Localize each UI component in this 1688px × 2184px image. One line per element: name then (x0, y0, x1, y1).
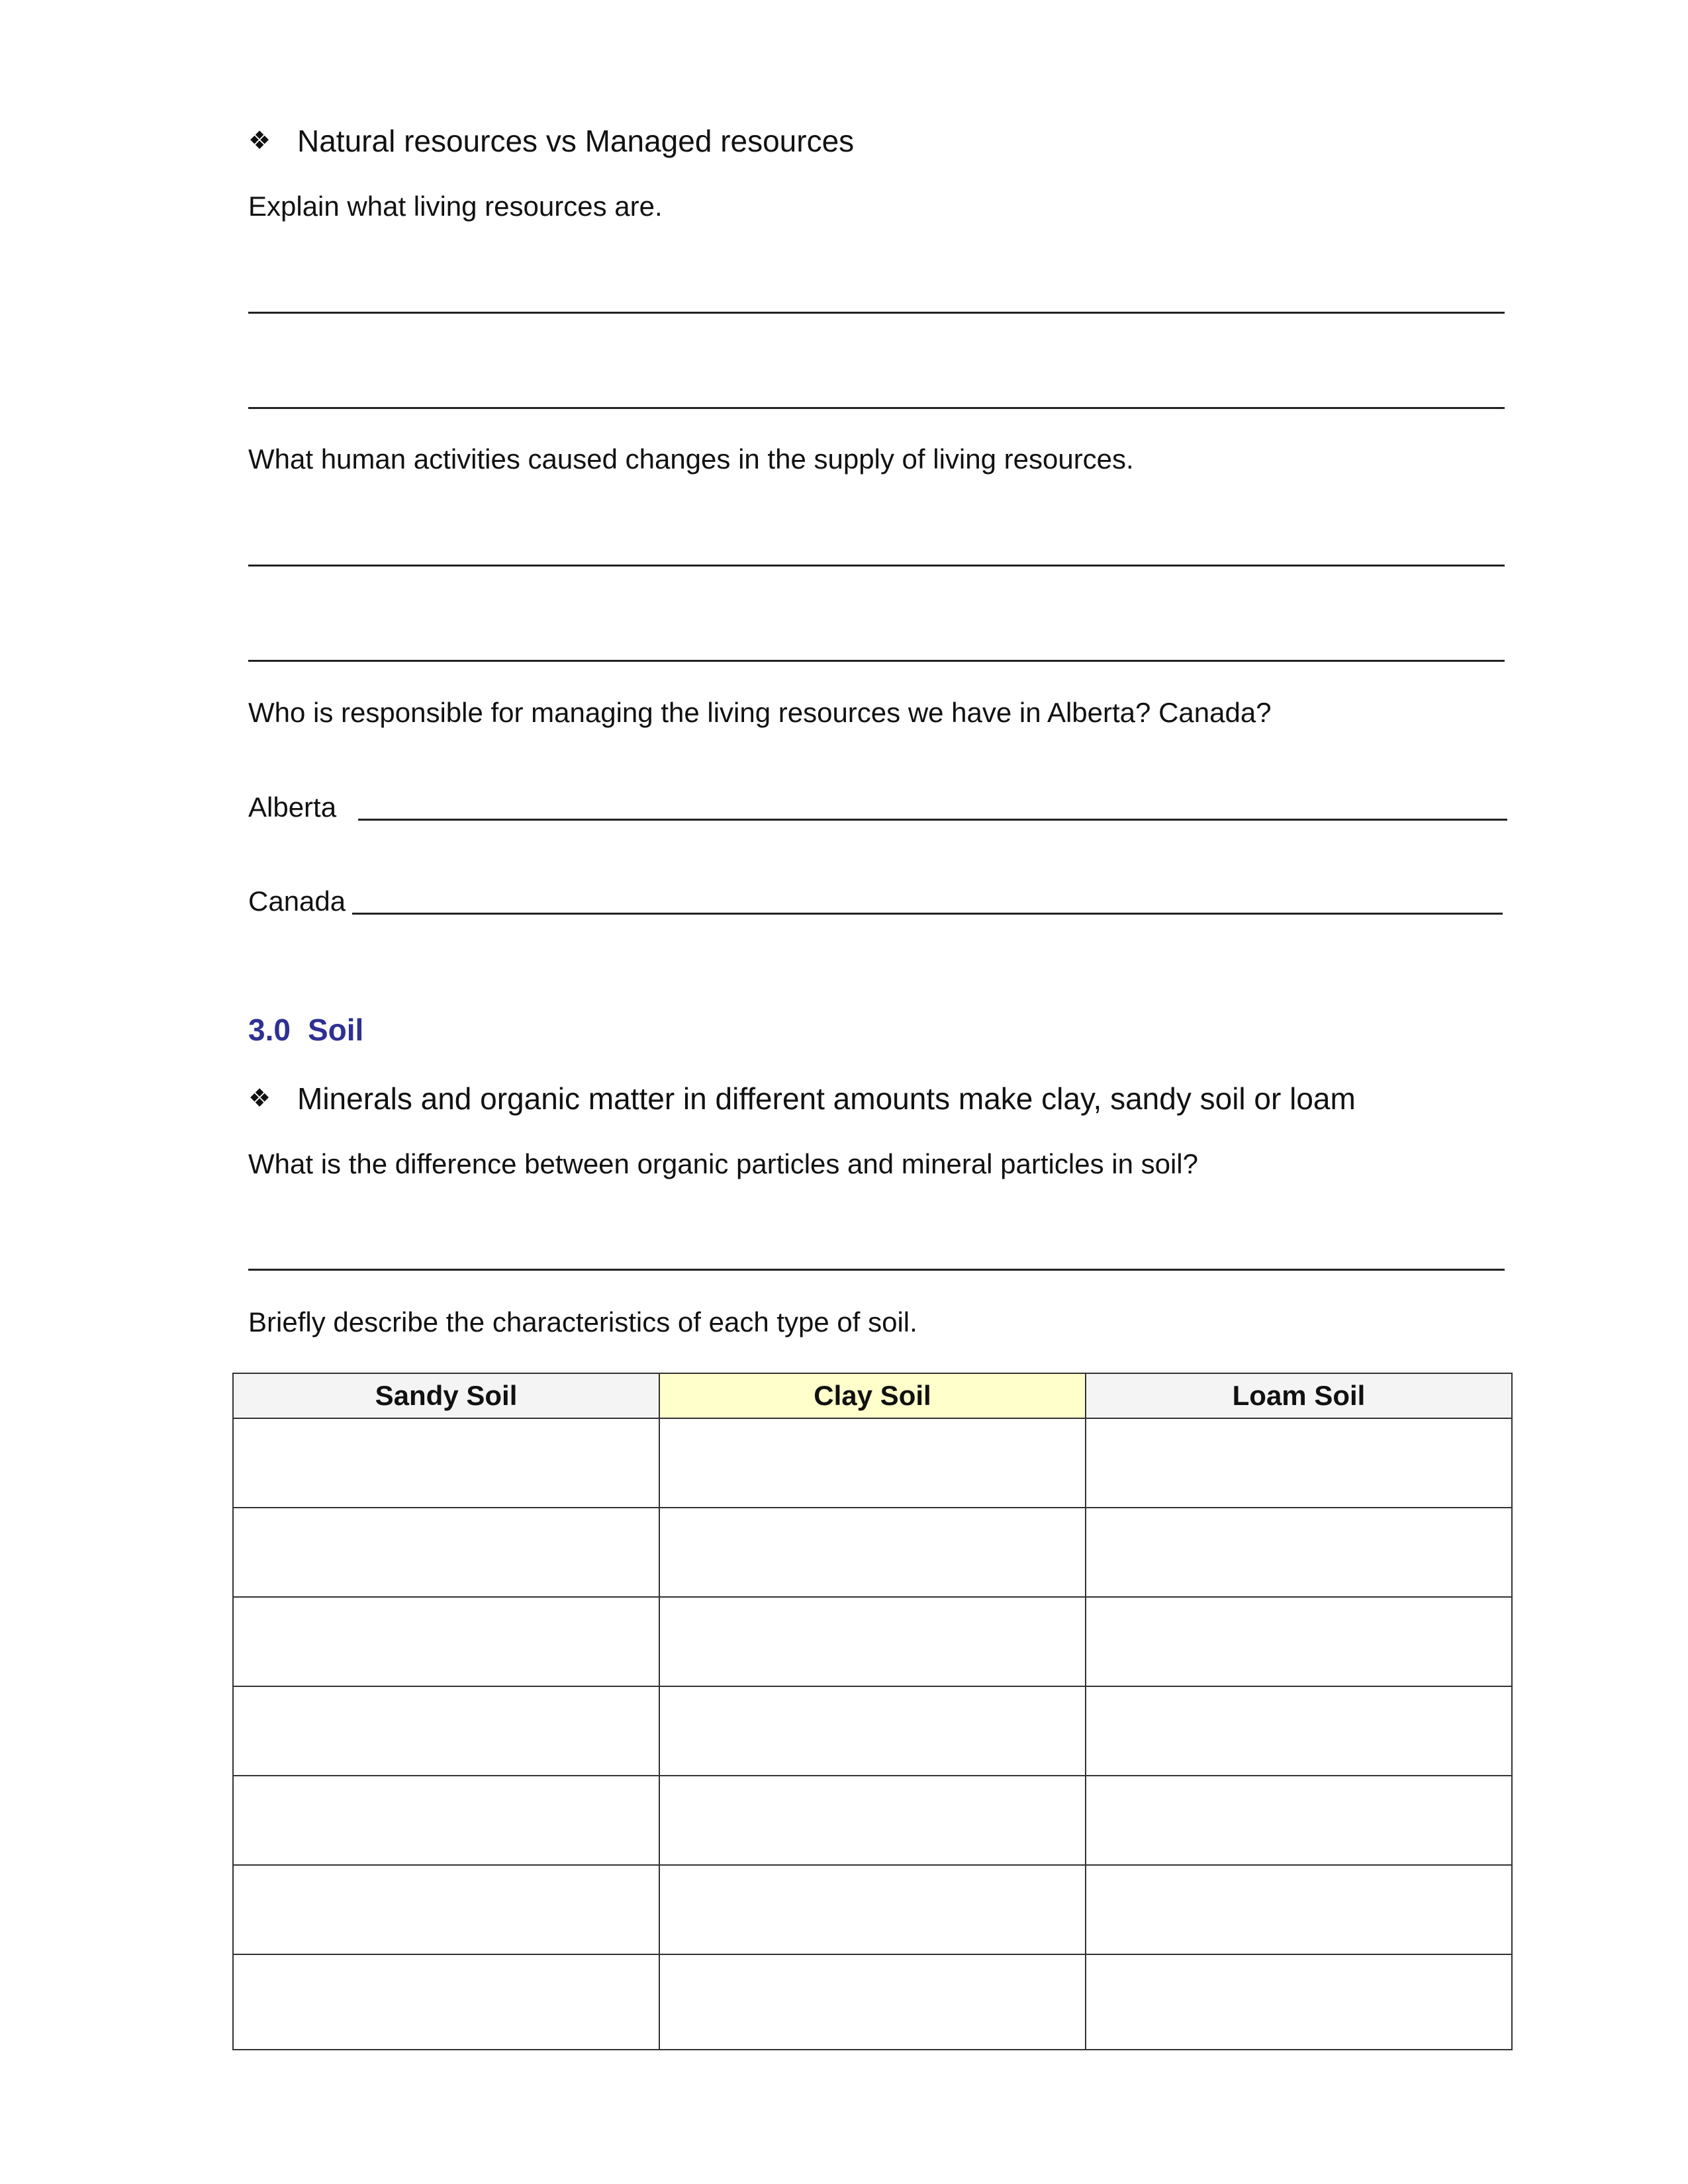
table-cell[interactable] (659, 1954, 1086, 2050)
question-who-responsible: Who is responsible for managing the living resources we have in Alberta? Canada? (248, 697, 1272, 728)
table-row (233, 1418, 1512, 1508)
answer-line[interactable] (248, 1269, 1505, 1271)
table-header-row (233, 1373, 1512, 1418)
table-cell[interactable] (659, 1508, 1086, 1597)
table-cell[interactable] (233, 1508, 659, 1597)
question-organic-vs-mineral: What is the difference between organic particles and mineral particles in soil? (248, 1148, 1198, 1179)
soil-characteristics-table (232, 1373, 1513, 2050)
diamond-bullet-icon: ❖ (248, 1083, 271, 1113)
table-row (233, 1508, 1512, 1597)
table-cell[interactable] (233, 1954, 659, 2050)
table-cell[interactable] (233, 1597, 659, 1686)
table-row (233, 1954, 1512, 2050)
header-loam-soil: Loam Soil (1086, 1373, 1512, 1418)
answer-line[interactable] (248, 312, 1505, 314)
header-sandy-soil: Sandy Soil (233, 1373, 659, 1418)
table-cell[interactable] (659, 1686, 1086, 1776)
header-clay-soil: Clay Soil (659, 1373, 1086, 1418)
alberta-answer-line[interactable] (358, 819, 1507, 821)
answer-line[interactable] (248, 407, 1505, 409)
table-cell[interactable] (1086, 1954, 1512, 2050)
table-cell[interactable] (1086, 1597, 1512, 1686)
bullet-heading-text: Minerals and organic matter in different amounts make clay, sandy soil or loam (297, 1081, 1356, 1116)
table-row (233, 1686, 1512, 1776)
section-title-soil (248, 1015, 363, 1045)
question-living-resources: Explain what living resources are. (248, 191, 663, 222)
table-cell[interactable] (659, 1865, 1086, 1954)
table-cell[interactable] (233, 1686, 659, 1776)
bullet-heading-minerals (248, 1083, 1356, 1114)
bullet-heading-natural-managed (248, 126, 854, 156)
table-cell[interactable] (1086, 1865, 1512, 1954)
section-number: 3.0 (248, 1013, 291, 1047)
alberta-label: Alberta (248, 792, 337, 823)
bullet-heading-text: Natural resources vs Managed resources (297, 124, 855, 158)
table-cell[interactable] (233, 1776, 659, 1865)
section-title-text: Soil (307, 1013, 364, 1047)
answer-line[interactable] (248, 565, 1505, 567)
diamond-bullet-icon: ❖ (248, 126, 271, 155)
question-describe-soil: Briefly describe the characteristics of each type of soil. (248, 1306, 917, 1338)
table-row (233, 1865, 1512, 1954)
answer-line[interactable] (248, 660, 1505, 662)
canada-label: Canada (248, 886, 346, 917)
table-cell[interactable] (1086, 1418, 1512, 1508)
table-cell[interactable] (1086, 1508, 1512, 1597)
table-row (233, 1776, 1512, 1865)
table-cell[interactable] (233, 1865, 659, 1954)
table-cell[interactable] (233, 1418, 659, 1508)
table-row (233, 1597, 1512, 1686)
table-cell[interactable] (659, 1597, 1086, 1686)
table-cell[interactable] (659, 1776, 1086, 1865)
canada-answer-line[interactable] (352, 913, 1503, 915)
table-cell[interactable] (1086, 1686, 1512, 1776)
table-cell[interactable] (1086, 1776, 1512, 1865)
question-human-activities: What human activities caused changes in the supply of living resources. (248, 443, 1134, 475)
table-cell[interactable] (659, 1418, 1086, 1508)
